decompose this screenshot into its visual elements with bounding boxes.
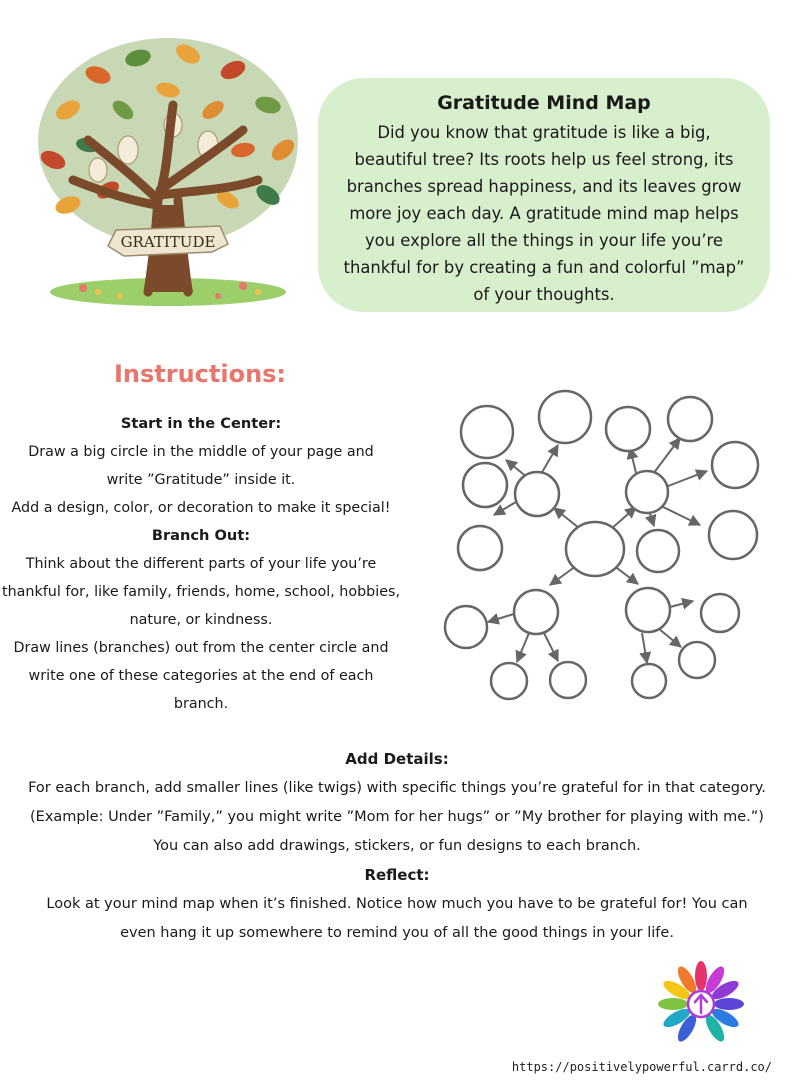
intro-paragraph: Did you know that gratitude is like a big, beautiful tree? Its roots help us feel strong, its branches spread happiness, and its leaves grow more joy each day. A gratitude mind map helps you explore all the things in your life you’re thankful for by creating a fun and colorful ”map” of your thoughts. [343,123,745,304]
page-title: Gratitude Mind Map [437,92,651,114]
intro-box [318,78,770,312]
start-center-text-2: Add a design, color, or decoration to make it special! [11,500,391,516]
leaf-node [632,664,666,698]
leaf-node [709,511,757,559]
add-details-text-1: For each branch, add smaller lines (like twigs) with specific things you’re grateful for in that category. [28,780,766,796]
banner-text: GRATITUDE [120,233,216,251]
leaf-node [463,463,507,507]
mind-map-diagram [440,385,760,715]
mind-map-nodes [445,391,758,699]
leaf-node [668,397,712,441]
instructions-heading: Instructions: [113,360,287,388]
leaf-node [445,606,487,648]
branch-out-heading: Branch Out: [151,527,251,544]
branch-node [514,590,558,634]
add-details-text-3: You can also add drawings, stickers, or fun designs to each branch. [153,838,641,854]
reflect-text: Look at your mind map when it’s finished. Notice how much you have to be grateful for! You can even hang it up somewhere to remind you of all the good things in your life. [46,896,748,941]
add-details-heading: Add Details: [345,750,449,768]
start-center-heading: Start in the Center: [120,415,282,432]
add-details-text-2: (Example: Under ”Family,” you might write ”Mom for her hugs” or ”My brother for playing with me.”) [30,809,764,825]
leaf-node [679,642,715,678]
footer-url[interactable]: https://positivelypowerful.carrd.co/ [511,1060,772,1074]
leaf-node [712,442,758,488]
gratitude-tree-illustration [28,30,308,310]
branch-node [626,471,668,513]
branch-out-text-2: Draw lines (branches) out from the center circle and write one of these categories at the end of each branch. [13,640,389,712]
leaf-node [539,391,591,443]
leaf-node [701,594,739,632]
instructions-column [0,410,402,718]
leaf-node [491,663,527,699]
leaf-node [458,526,502,570]
branch-node [626,588,670,632]
details-section [0,745,794,948]
branch-node [515,472,559,516]
center-node [566,522,624,576]
start-center-text-1: Draw a big circle in the middle of your page and write ”Gratitude” inside it. [28,444,374,488]
leaf-node [461,406,513,458]
leaf-node [550,662,586,698]
reflect-heading: Reflect: [364,866,430,884]
leaf-node [606,407,650,451]
leaf-node [637,530,679,572]
rainbow-lotus-logo [648,960,754,1044]
branch-out-text-1: Think about the different parts of your life you’re thankful for, like family, friends, home, school, hobbies, nature, or kindness. [1,556,401,628]
